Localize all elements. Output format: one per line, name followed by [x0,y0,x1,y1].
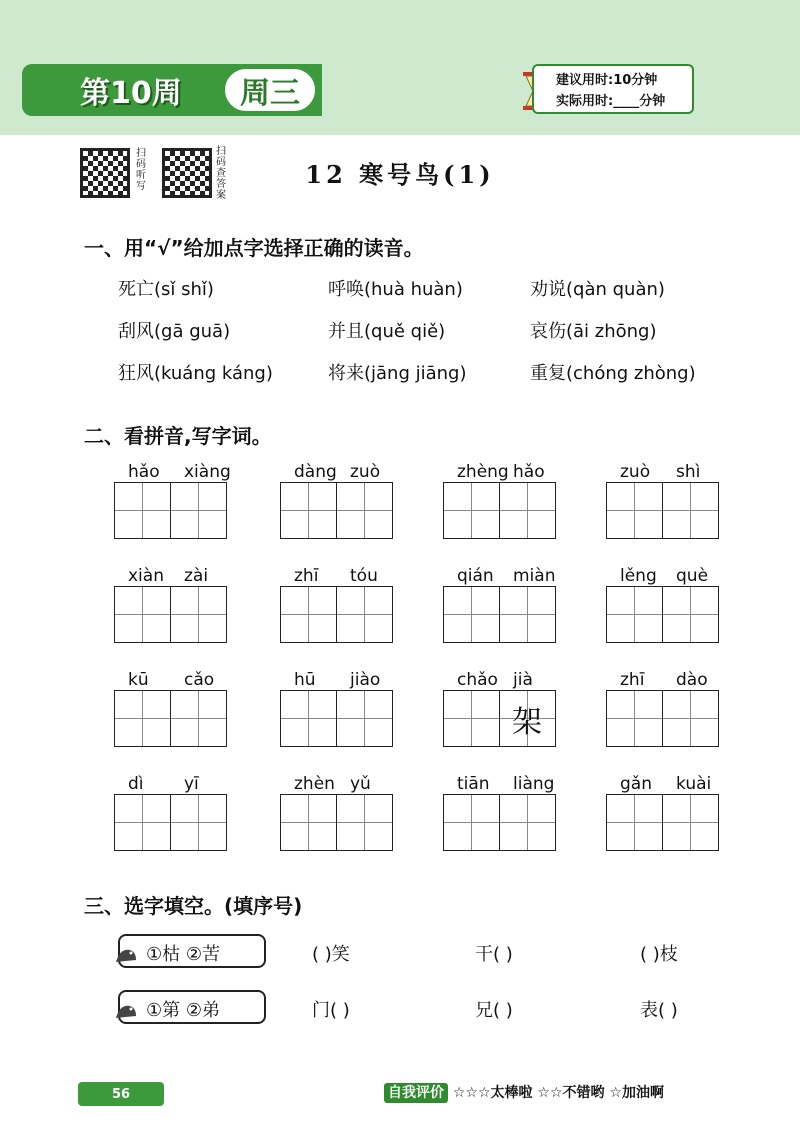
pronunciation-item[interactable]: 将来(jāng jiāng) [328,363,467,384]
cell-character [663,587,718,642]
cell-character [607,795,662,850]
self-eval-label: 自我评价 [384,1083,448,1103]
writing-cell[interactable] [606,690,663,747]
writing-cell[interactable] [499,586,556,643]
self-evaluation [384,1082,664,1102]
blank-item[interactable]: 表( ) [640,1000,678,1021]
cell-character [281,691,336,746]
pronunciation-item[interactable]: 呼唤(huà huàn) [328,279,463,300]
pinyin-2: jiào [350,670,381,690]
pinyin-1: chǎo [457,670,498,690]
pinyin-1: hū [294,670,316,690]
cell-character [500,587,555,642]
pinyin-1: hǎo [128,462,160,482]
pronunciation-item[interactable]: 劝说(qàn quàn) [530,279,665,300]
writing-cell[interactable] [662,482,719,539]
pinyin-1: zuò [620,462,651,482]
rating-try[interactable]: ☆加油啊 [609,1085,664,1101]
cell-character [500,483,555,538]
pronunciation-item[interactable]: 重复(chóng zhòng) [530,363,696,384]
pinyin-2: cǎo [184,670,215,690]
writing-cell[interactable] [499,482,556,539]
blank-item[interactable]: 门( ) [312,1000,350,1021]
pronunciation-item[interactable]: 死亡(sǐ shǐ) [118,279,214,300]
pronunciation-item[interactable]: 狂风(kuáng káng) [118,363,273,384]
cell-character [171,691,226,746]
rating-good[interactable]: ☆☆不错哟 [537,1085,605,1101]
writing-cell[interactable] [280,690,337,747]
pinyin-2: shì [676,462,701,482]
section1-title: 一、用“√”给加点字选择正确的读音。 [84,236,424,260]
writing-cell[interactable] [443,586,500,643]
writing-cell[interactable] [114,690,171,747]
pinyin-1: kū [128,670,149,690]
cell-character [337,795,392,850]
cell-character [115,483,170,538]
cell-character [607,691,662,746]
cell-character [281,587,336,642]
cell-character [663,483,718,538]
pronunciation-item[interactable]: 刮风(gā guā) [118,321,231,342]
cell-character [115,795,170,850]
time-box [532,64,694,114]
cell-character [444,483,499,538]
cell-character [663,795,718,850]
lesson-title: 12 寒号鸟(1) [305,160,495,189]
bird-icon [112,996,140,1024]
pinyin-2: yǔ [350,774,371,794]
writing-cell[interactable] [336,482,393,539]
pinyin-2: zuò [350,462,381,482]
writing-cell[interactable] [170,586,227,643]
rating-excellent[interactable]: ☆☆☆太棒啦 [452,1085,533,1101]
cell-character [663,691,718,746]
blank-item[interactable]: ( )枝 [640,944,678,965]
writing-cell[interactable] [443,482,500,539]
pinyin-1: dì [128,774,144,794]
pinyin-1: zhèng [457,462,509,482]
writing-cell[interactable] [114,482,171,539]
writing-cell[interactable] [662,586,719,643]
pinyin-1: zhèn [294,774,335,794]
section3-title: 三、选字填空。(填序号) [84,894,303,918]
cell-character [607,483,662,538]
writing-cell[interactable] [170,482,227,539]
cell-character [444,795,499,850]
choice-box-2: ①第 ②弟 [118,990,266,1024]
cell-character [171,795,226,850]
cell-character [444,587,499,642]
writing-cell[interactable] [336,690,393,747]
writing-cell[interactable] [443,794,500,851]
section2-title: 二、看拼音,写字词。 [84,424,272,448]
week-label: 第10周 [80,76,182,111]
pronunciation-item[interactable]: 哀伤(āi zhōng) [530,321,657,342]
writing-cell[interactable] [336,586,393,643]
pinyin-2: yī [184,774,199,794]
pinyin-1: xiàn [128,566,164,586]
cell-character [500,795,555,850]
pinyin-2: zài [184,566,209,586]
writing-cell[interactable] [606,586,663,643]
cell-character [115,587,170,642]
day-label: 周三 [222,66,318,114]
writing-cell[interactable] [499,690,556,747]
writing-cell[interactable] [280,794,337,851]
writing-cell[interactable] [606,794,663,851]
blank-item[interactable]: 兄( ) [475,1000,513,1021]
bird-icon [112,940,140,968]
cell-character [337,691,392,746]
blank-item[interactable]: 干( ) [475,944,513,965]
choice-box-1: ①枯 ②苦 [118,934,266,968]
writing-cell[interactable] [336,794,393,851]
pinyin-1: lěng [620,566,657,586]
writing-cell[interactable] [606,482,663,539]
writing-cell[interactable] [662,690,719,747]
writing-cell[interactable] [170,690,227,747]
qr-label-dictation: 扫码听写 [136,148,146,192]
pinyin-2: kuài [676,774,712,794]
cell-character [337,587,392,642]
pinyin-1: dàng [294,462,337,482]
qr-label-answers: 扫码查答案 [216,146,226,201]
cell-character: 架 [512,704,542,740]
pinyin-1: zhī [620,670,645,690]
suggested-time: 建议用时:10分钟 [556,73,658,88]
pinyin-2: dào [676,670,708,690]
footer [0,1082,800,1112]
cell-character [607,587,662,642]
cell-character [171,587,226,642]
writing-cell[interactable] [280,586,337,643]
pinyin-2: tóu [350,566,378,586]
writing-cell[interactable] [170,794,227,851]
page-number: 56 [78,1082,164,1106]
pinyin-2: hǎo [513,462,545,482]
pinyin-1: gǎn [620,774,652,794]
pinyin-2: miàn [513,566,556,586]
writing-cell[interactable] [114,586,171,643]
cell-character [281,795,336,850]
pinyin-1: qián [457,566,494,586]
cell-character [281,483,336,538]
actual-time: 实际用时:____分钟 [556,94,666,109]
pinyin-2: xiàng [184,462,231,482]
pronunciation-item[interactable]: 并且(quě qiě) [328,321,446,342]
writing-cell[interactable] [499,794,556,851]
pinyin-1: tiān [457,774,490,794]
blank-item[interactable]: ( )笑 [312,944,350,965]
cell-character [337,483,392,538]
cell-character [115,691,170,746]
cell-character [444,691,499,746]
pinyin-2: jià [513,670,533,690]
writing-cell[interactable] [114,794,171,851]
writing-cell[interactable] [280,482,337,539]
writing-cell[interactable] [662,794,719,851]
pinyin-1: zhī [294,566,319,586]
cell-character [171,483,226,538]
pinyin-2: liàng [513,774,555,794]
writing-cell[interactable] [443,690,500,747]
pinyin-2: què [676,566,709,586]
